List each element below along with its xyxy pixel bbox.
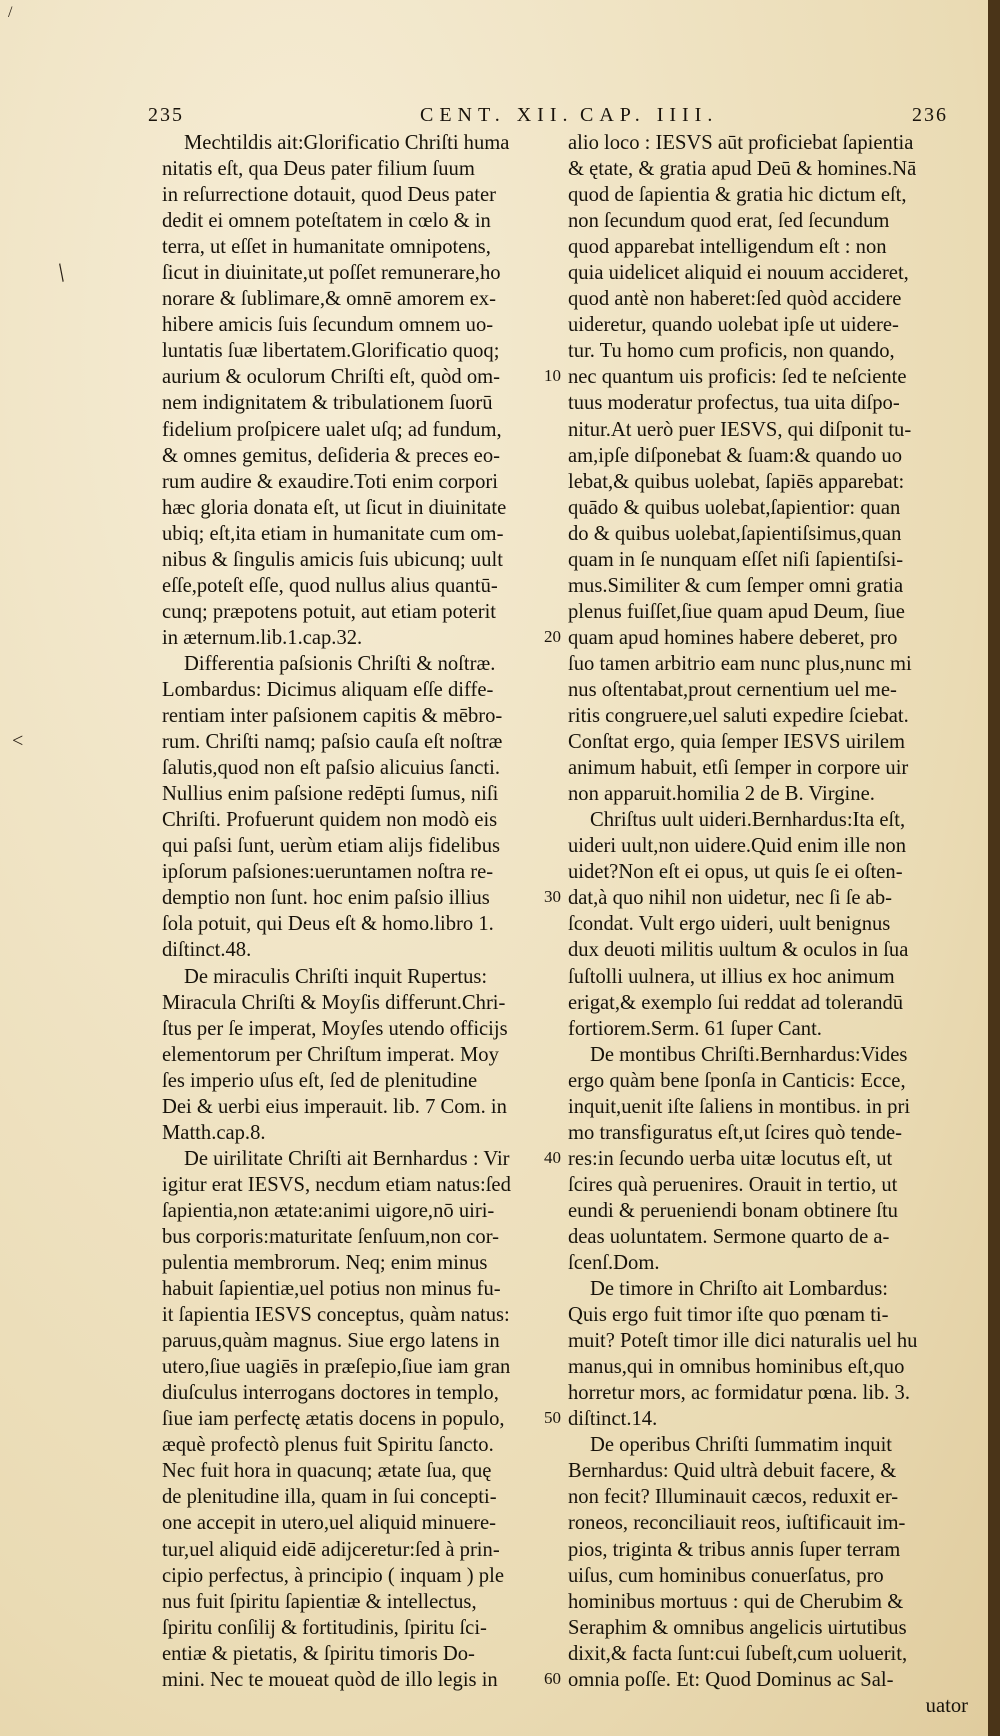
text-line: quod antè non haberet:ſed quòd accidere: [568, 288, 902, 311]
text-line: it ſapientia IESVS conceptus, quàm natus:: [162, 1304, 510, 1327]
text-line: hominibus mortuus : qui de Cherubim &: [568, 1590, 904, 1613]
text-line: mini. Nec te moueat quòd de illo legis in: [162, 1668, 498, 1691]
text-line: Mechtildis ait:Glorificatio Chriſti huma: [184, 132, 510, 154]
text-line: res:in ſecundo uerba uitæ locutus eſt, ut: [568, 1147, 893, 1170]
text-line: one accepit in utero,uel aliquid minuere-: [162, 1512, 496, 1535]
text-line: lebat,& quibus uolebat, ſapiēs apparebat:: [568, 470, 905, 493]
text-line: Chriſti. Profuerunt quidem non modò eis: [162, 809, 498, 832]
text-line: rum. Chriſti namq; paſsio cauſa eſt noſtræ: [162, 731, 503, 754]
text-line: tur,uel aliquid eidē adijceretur:ſed à prin-: [162, 1538, 500, 1561]
text-line: uideretur, quando uolebat ipſe ut uidere-: [568, 314, 899, 337]
text-line: habuit ſapientiæ,uel potius non minus fu-: [162, 1278, 501, 1301]
margin-pen-mark: <: [12, 730, 24, 752]
text-line: dat,à quo nihil non uidetur, nec ſi ſe ab-: [568, 887, 893, 910]
margin-pen-mark: /: [8, 4, 13, 21]
text-line: non apparuit.homilia 2 de B. Virgine.: [568, 783, 875, 806]
text-line: uideri uult,non uidere.Quid enim ille non: [568, 835, 907, 858]
text-line: & omnes gemitus, deſideria & preces eo-: [162, 444, 500, 467]
text-line: quod apparebat intelligendum eſt : non: [568, 236, 887, 259]
text-line: ſicut in diuinitate,ut poſſet remunerare,ho: [162, 262, 501, 285]
text-line: plenus fuiſſet,ſiue quam apud Deum, ſiue: [568, 600, 905, 623]
text-line: cunq; præpotens potuit, aut etiam poterit: [162, 600, 497, 623]
text-line: ritis congruere,uel saluti expedire ſciebat.: [568, 705, 909, 728]
text-line: eſſe,poteſt eſſe, quod nullus alius quantū-: [162, 574, 498, 597]
text-line: aurium & oculorum Chriſti eſt, quòd om-: [162, 366, 501, 389]
text-line: quod de ſapientia & gratia hic dictum eſt,: [568, 184, 907, 207]
text-line: ſapientia,non ætate:animi uigore,nō uiri-: [162, 1199, 495, 1222]
text-line: dux deuoti militis uultum & oculos in ſua: [568, 939, 909, 962]
text-line: nitur.At uerò puer IESVS, qui diſponit tu-: [568, 418, 912, 441]
text-line: dixit,& facta ſunt:cui ſubeſt,cum uoluerit,: [568, 1642, 908, 1665]
text-line: ſuo tamen arbitrio eam nunc plus,nunc mi: [568, 652, 912, 675]
text-line: fidelium proſpicere ualet uſq; ad fundum,: [162, 418, 502, 441]
text-line: rum audire & exaudire.Toti enim corpori: [162, 470, 498, 493]
text-line: demptio non ſunt. hoc enim paſsio illius: [162, 887, 490, 910]
text-line: do & quibus uolebat,ſapientiſsimus,quan: [568, 522, 902, 545]
text-line: inquit,uenit iſte ſaliens in montibus. in pri: [568, 1095, 911, 1118]
text-line: diuſculus interrogans doctores in templo,: [162, 1382, 499, 1405]
text-line: pulentia membrorum. Neq; enim minus: [162, 1252, 488, 1275]
text-line: nem indignitatem & tribulationem ſuorū: [162, 392, 493, 415]
text-line: ſes imperio uſus eſt, ſed de plenitudine: [162, 1069, 478, 1092]
text-line: nitatis eſt, qua Deus pater filium ſuum: [162, 158, 475, 181]
page-number-left: 235: [148, 104, 184, 126]
text-line: Seraphim & omnibus angelicis uirtutibus: [568, 1616, 907, 1639]
text-line: De timore in Chriſto ait Lombardus:: [590, 1278, 888, 1301]
text-line: quam in ſe nunquam eſſet niſi ſapientiſsi-: [568, 548, 904, 571]
line-number: 10: [544, 366, 561, 386]
text-line: uiſus, cum hominibus conuerſatus, pro: [568, 1564, 884, 1587]
text-line: am,ipſe diſponebat & ſuam:& quando uo: [568, 444, 903, 467]
text-line: diſtinct.48.: [162, 939, 252, 962]
text-line: hibere amicis ſuis ſecundum omnem uo-: [162, 314, 494, 337]
text-line: Differentia paſsionis Chriſti & noſtræ.: [184, 652, 496, 675]
text-line: roneos, reconciliauit reos, iuſtificauit im-: [568, 1512, 906, 1535]
text-line: De uirilitate Chriſti ait Bernhardus : Vir: [184, 1147, 510, 1170]
text-line: luntatis ſuæ libertatem.Glorificatio quoq;: [162, 340, 500, 363]
text-line: ſiue iam perfectę ætatis docens in populo,: [162, 1408, 505, 1431]
text-line: Bernhardus: Quid ultrà debuit facere, &: [568, 1460, 897, 1483]
text-line: Chriſtus uult uideri.Bernhardus:Ita eſt,: [590, 809, 906, 832]
text-line: ſtus per ſe imperat, Moyſes utendo officijs: [162, 1017, 508, 1040]
text-column-left: [162, 130, 562, 1693]
text-line: Miracula Chriſti & Moyſis differunt.Chri-: [162, 991, 506, 1014]
text-line: erigat,& exemplo ſui reddat ad tolerandū: [568, 991, 904, 1014]
text-line: mus.Similiter & cum ſemper omni gratia: [568, 574, 904, 597]
text-line: De operibus Chriſti ſummatim inquit: [590, 1434, 893, 1457]
text-line: mo transfiguratus eſt,ut ſcires quò tende-: [568, 1121, 902, 1144]
text-line: Matth.cap.8.: [162, 1121, 266, 1144]
text-line: tuus moderatur profectus, tua uita diſpo-: [568, 392, 900, 415]
text-line: uidet?Non eſt ei opus, ut quis ſe ei oſten-: [568, 861, 903, 884]
text-line: elementorum per Chriſtum imperat. Moy: [162, 1043, 499, 1066]
running-title-left: CENT. XII.: [420, 104, 574, 126]
text-line: ſcondat. Vult ergo uideri, uult benignus: [568, 913, 891, 936]
text-line: ipſorum paſsiones:ueruntamen noſtra re-: [162, 861, 494, 884]
text-line: terra, ut eſſet in humanitate omnipotens,: [162, 236, 491, 259]
margin-pen-mark: /: [50, 258, 72, 287]
text-line: pios, triginta & tribus annis ſuper terram: [568, 1538, 901, 1561]
text-line: ſalutis,quod non eſt paſsio alicuius ſancti.: [162, 757, 501, 780]
text-line: igitur erat IESVS, necdum etiam natus:ſed: [162, 1173, 511, 1196]
text-line: de plenitudine illa, quam in ſui concepti-: [162, 1486, 497, 1509]
text-line: De montibus Chriſti.Bernhardus:Vides: [590, 1043, 908, 1066]
text-line: rentiam inter paſsionem capitis & mēbro-: [162, 705, 503, 728]
page-edge-shadow: [988, 0, 1000, 1736]
text-line: æquè profectò plenus fuit Spiritu ſancto.: [162, 1434, 494, 1457]
line-number: 50: [544, 1408, 561, 1428]
text-line: horretur mors, ac formidatur pœna. lib. 3.: [568, 1382, 910, 1405]
text-line: eundi & perueniendi bonam obtinere ſtu: [568, 1199, 898, 1222]
text-line: hæc gloria donata eſt, ut ſicut in diuinitate: [162, 496, 507, 519]
text-line: nus fuit ſpiritu ſapientiæ & intellectus,: [162, 1590, 477, 1613]
text-line: deas uoluntatem. Sermone quarto de a-: [568, 1225, 890, 1248]
text-line: bus corporis:maturitate ſenſuum,non cor-: [162, 1225, 500, 1248]
text-line: Lombardus: Dicimus aliquam eſſe diffe-: [162, 678, 494, 701]
text-line: quādo & quibus uolebat,ſapientior: quan: [568, 496, 901, 519]
text-line: tur. Tu homo cum proficis, non quando,: [568, 340, 895, 363]
text-line: quia uidelicet aliquid ei nouum accideret,: [568, 262, 909, 285]
text-line: non ſecundum quod erat, ſed ſecundum: [568, 210, 890, 233]
text-line: ubiq; eſt,ita etiam in humanitate cum om-: [162, 522, 504, 545]
text-line: muit? Poteſt timor ille dici naturalis uel hu: [568, 1330, 918, 1353]
text-line: Conſtat ergo, quia ſemper IESVS uirilem: [568, 731, 906, 754]
text-line: utero,ſiue uagiēs in præſepio,ſiue iam gran: [162, 1356, 511, 1379]
text-line: norare & ſublimare,& omnē amorem ex-: [162, 288, 496, 311]
line-number: 30: [544, 887, 561, 907]
text-line: ergo quàm bene ſponſa in Canticis: Ecce,: [568, 1069, 906, 1092]
text-line: De miraculis Chriſti inquit Rupertus:: [184, 965, 488, 988]
text-line: Nullius enim paſsione redēpti ſumus, niſi: [162, 783, 499, 806]
text-line: alio loco : IESVS aūt proficiebat ſapientia: [568, 132, 914, 154]
line-number: 60: [544, 1668, 561, 1688]
text-line: ſpiritu conſilij & fortitudinis, ſpiritu ſci-: [162, 1616, 487, 1639]
line-number: 40: [544, 1147, 561, 1167]
text-line: entiæ & pietatis, & ſpiritu timoris Do-: [162, 1642, 475, 1665]
text-line: dedit ei omnem poteſtatem in cœlo & in: [162, 210, 491, 233]
text-line: in reſurrectione dotauit, quod Deus pater: [162, 184, 496, 207]
text-line: quam apud homines habere deberet, pro: [568, 626, 898, 649]
text-line: non fecit? Illuminauit cæcos, reduxit er-: [568, 1486, 899, 1509]
text-line: ſuſtolli uulnera, ut illius ex hoc animum: [568, 965, 895, 988]
text-line: in æternum.lib.1.cap.32.: [162, 626, 363, 649]
text-line: nus oſtentabat,prout cernentium uel me-: [568, 678, 897, 701]
text-line: Dei & uerbi eius imperauit. lib. 7 Com. in: [162, 1095, 507, 1118]
running-title-right: CAP. IIII.: [580, 104, 719, 126]
text-line: manus,qui in omnibus hominibus eſt,quo: [568, 1356, 905, 1379]
catchword: uator: [925, 1694, 968, 1717]
text-line: Quis ergo fuit timor iſte quo pœnam ti-: [568, 1304, 889, 1327]
text-line: omnia poſſe. Et: Quod Dominus ac Sal-: [568, 1668, 894, 1691]
text-line: Nec fuit hora in quacunq; ætate ſua, quę: [162, 1460, 492, 1483]
text-line: paruus,quàm magnus. Siue ergo latens in: [162, 1330, 500, 1353]
text-line: diſtinct.14.: [568, 1408, 658, 1431]
text-line: animum habuit, etſi ſemper in corpore uir: [568, 757, 909, 780]
text-line: cipio perfectus, à principio ( inquam ) ple: [162, 1564, 504, 1587]
text-line: ſcenſ.Dom.: [568, 1252, 660, 1275]
text-line: ſcires quà peruenires. Orauit in tertio, ut: [568, 1173, 898, 1196]
text-line: nec quantum uis proficis: ſed te neſciente: [568, 366, 907, 389]
text-line: fortiorem.Serm. 61 ſuper Cant.: [568, 1017, 822, 1040]
text-line: qui paſsi ſunt, uerùm etiam alijs fidelibus: [162, 835, 501, 858]
text-column-right: [568, 130, 968, 1719]
text-line: & ętate, & gratia apud Deū & homines.Nā: [568, 158, 917, 181]
line-number: 20: [544, 626, 561, 646]
page-number-right: 236: [912, 104, 948, 126]
text-line: nibus & ſingulis amicis ſuis ubicunq; uult: [162, 548, 503, 571]
text-line: ſola potuit, qui Deus eſt & homo.libro 1.: [162, 913, 494, 936]
